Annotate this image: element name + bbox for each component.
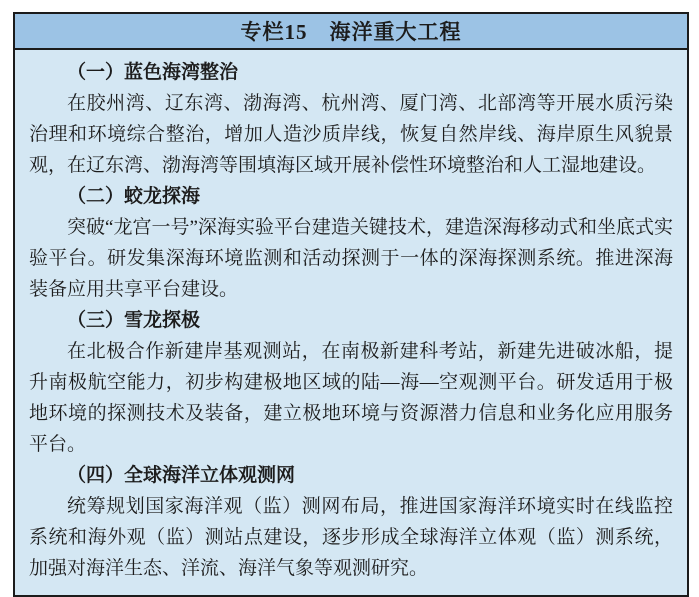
section-2-heading: （二）蛟龙探海 bbox=[67, 186, 201, 207]
panel-body bbox=[15, 50, 687, 595]
section-3-heading: （三）雪龙探极 bbox=[67, 310, 201, 331]
panel-header bbox=[15, 14, 687, 50]
section-3-paragraph: 在北极合作新建岸基观测站，在南极新建科考站，新建先进破冰船，提升南极航空能力，初步构建极地区域的陆—海—空观测平台。研发适用于极地环境的探测技术及装备，建立极地环境与资源潜力信息和业务化应用服务平台。 bbox=[29, 341, 673, 455]
special-column-panel bbox=[13, 12, 689, 597]
section-4-heading: （四）全球海洋立体观测网 bbox=[67, 465, 296, 486]
section-1-paragraph: 在胶州湾、辽东湾、渤海湾、杭州湾、厦门湾、北部湾等开展水质污染治理和环境综合整治，增加人造沙质岸线，恢复自然岸线、海岸原生风貌景观，在辽东湾、渤海湾等围填海区域开展补偿性环境整治和人工湿地建设。 bbox=[29, 93, 673, 176]
section-1-heading: （一）蓝色海湾整治 bbox=[67, 62, 239, 83]
section-4-paragraph: 统筹规划国家海洋观（监）测网布局，推进国家海洋环境实时在线监控系统和海外观（监）测站点建设，逐步形成全球海洋立体观（监）测系统，加强对海洋生态、洋流、海洋气象等观测研究。 bbox=[29, 496, 673, 579]
panel-title: 专栏15 海洋重大工程 bbox=[240, 20, 462, 44]
section-2-paragraph: 突破“龙宫一号”深海实验平台建造关键技术，建造深海移动式和坐底式实验平台。研发集深海环境监测和活动探测于一体的深海探测系统。推进深海装备应用共享平台建设。 bbox=[29, 217, 673, 300]
